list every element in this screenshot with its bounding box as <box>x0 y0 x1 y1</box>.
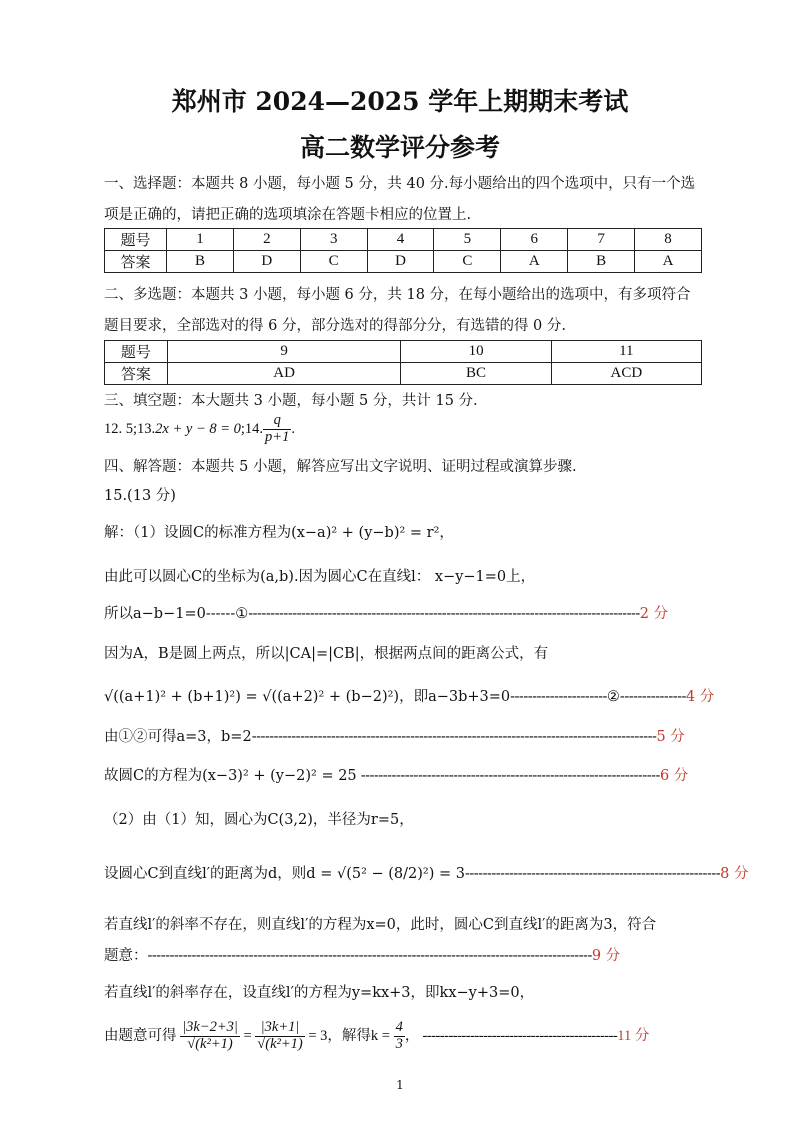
fraction-denominator: 3 <box>395 1035 403 1052</box>
solution-step: 因为A，B是圆上两点，所以|CA|=|CB|，根据两点间的距离公式，有 <box>104 646 549 662</box>
solution-step-scored <box>104 1020 649 1053</box>
solution-step: 若直线l′的斜率存在，设直线l′的方程为y=kx+3，即kx−y+3=0， <box>104 985 535 1001</box>
exam-title: 郑州市 2024—2025 学年上期期末考试 <box>171 87 629 116</box>
section1-intro-line1: 一、选择题：本题共 8 小题，每小题 5 分，共 40 分.每小题给出的四个选项中，只有一个选 <box>104 176 696 192</box>
score-label: 8 分 <box>720 866 749 882</box>
answer-cell: A <box>501 251 568 273</box>
answer-cell: B <box>167 251 234 273</box>
question-number: 4 <box>367 229 434 251</box>
step-text: √((a+1)² + (b+1)²) = √((a+2)² + (b−2)²)，即a−3b+3=0 <box>104 689 511 705</box>
step-text: 故圆C的方程为(x−3)² + (y−2)² = 25 <box>104 768 357 784</box>
section3-intro: 三、填空题：本大题共 3 小题，每小题 5 分，共计 15 分. <box>104 393 478 409</box>
section4-intro: 四、解答题：本题共 5 小题，解答应写出文字说明、证明过程或演算步骤. <box>104 459 577 475</box>
solution-step: 若直线l′的斜率不存在，则直线l′的方程为x=0，此时，圆心C到直线l′的距离为3，符合 <box>104 917 657 933</box>
answer-cell: C <box>434 251 501 273</box>
table-row <box>105 341 702 363</box>
question-number: 7 <box>568 229 635 251</box>
answer-separator: ;14. <box>240 420 264 437</box>
step-text: 由①②可得a=3，b=2 <box>104 729 252 745</box>
step-text: = 3，解得k = <box>308 1027 390 1044</box>
fraction-denominator: p+1 <box>265 428 290 445</box>
answer-cell: C <box>300 251 367 273</box>
answer-14-fraction <box>263 413 291 446</box>
answer-cell: BC <box>401 363 551 385</box>
answer-cell: ACD <box>551 363 701 385</box>
row-label: 答案 <box>105 251 167 273</box>
dash-leader: ---------------------------------------------------------- <box>464 866 721 882</box>
choice-answer-table <box>104 228 702 273</box>
step-text: 题意： <box>104 948 148 964</box>
score-label: 11 分 <box>617 1027 650 1044</box>
score-label: 5 分 <box>656 729 685 745</box>
question-number: 9 <box>167 341 401 363</box>
score-label: 4 分 <box>685 689 715 705</box>
question-number: 11 <box>551 341 701 363</box>
fraction-numerator: q <box>263 413 291 430</box>
fraction-numerator: |3k+1| <box>255 1020 304 1037</box>
solution-step-scored <box>104 725 685 746</box>
multi-choice-answer-table <box>104 340 702 385</box>
solution-step: 解：（1）设圆C的标准方程为(x−a)² + (y−b)² = r²， <box>104 525 454 541</box>
section2-intro-line2: 题目要求，全部选对的得 6 分，部分选对的得部分分，有选错的得 0 分. <box>104 318 566 334</box>
question-15-heading: 15.(13 分) <box>104 488 176 504</box>
dash-leader: -------------------------------------------------------------------------------------------- <box>251 729 657 745</box>
page-number: 1 <box>396 1078 404 1092</box>
fraction-numerator: |3k−2+3| <box>182 1019 238 1035</box>
question-number: 10 <box>401 341 551 363</box>
equals: = <box>243 1027 252 1044</box>
answer-cell: D <box>367 251 434 273</box>
answer-cell: D <box>233 251 300 273</box>
fraction-denominator: √(k²+1) <box>187 1035 233 1052</box>
solution-step-scored <box>104 602 684 623</box>
section1-intro-line2: 项是正确的，请把正确的选项填涂在答题卡相应的位置上. <box>104 207 472 223</box>
section2-intro-line1: 二、多选题：本题共 3 小题，每小题 6 分，共 18 分，在每小题给出的选项中，有多项符合 <box>104 287 691 303</box>
question-number: 6 <box>501 229 568 251</box>
answer-cell: AD <box>167 363 401 385</box>
fraction-numerator: 4 <box>395 1019 403 1035</box>
fill-in-answers <box>104 413 295 446</box>
question-number: 1 <box>167 229 234 251</box>
solution-step-scored <box>104 764 688 785</box>
row-label: 题号 <box>105 229 167 251</box>
dash-leader: -------------------------------------------------------------------- <box>356 768 660 784</box>
table-row <box>105 229 702 251</box>
table-row <box>105 363 702 385</box>
table-row <box>105 251 702 273</box>
question-number: 8 <box>635 229 702 251</box>
step-text: ， <box>404 1027 420 1044</box>
score-label: 9 分 <box>591 948 621 964</box>
step-text: 设圆心C到直线l′的距离为d，则d = √(5² − (8/2)²) = 3 <box>104 866 465 882</box>
solution-step-scored <box>104 862 749 883</box>
score-label: 2 分 <box>639 606 669 622</box>
question-number: 5 <box>434 229 501 251</box>
step-text: 由题意可得 <box>104 1027 177 1044</box>
solution-step-scored <box>104 685 714 706</box>
answer-cell: A <box>635 251 702 273</box>
dash-leader: ---------------------- <box>510 689 607 705</box>
answer-end: . <box>291 420 295 437</box>
row-label: 答案 <box>105 363 168 385</box>
solution-step: 由此可以圆心C的坐标为(a,b).因为圆心C在直线l： x−y−1=0上， <box>104 569 536 585</box>
exam-subtitle: 高二数学评分参考 <box>299 133 500 162</box>
dash-leader: ----------------------------------------------------------------------------------------- <box>248 606 640 622</box>
answer-12-13-prefix: 12. 5;13. <box>104 420 156 437</box>
solution-step: （2）由（1）知，圆心为C(3,2)，半径为r=5， <box>104 812 414 828</box>
fraction <box>255 1020 304 1053</box>
equation-mark: ② <box>606 689 620 705</box>
question-number: 2 <box>233 229 300 251</box>
score-label: 6 分 <box>659 768 689 784</box>
dash-leader: --------------------------------------------- <box>419 1027 618 1044</box>
answer-13-equation: 2x + y − 8 = 0 <box>155 420 241 437</box>
dash-leader: ----------------------------------------------------------------------------------------------------- <box>147 948 592 964</box>
question-number: 3 <box>300 229 367 251</box>
answer-cell: B <box>568 251 635 273</box>
dash-leader: --------------- <box>619 689 686 705</box>
step-text: 所以a−b−1=0------① <box>104 606 249 622</box>
fraction-denominator: √(k²+1) <box>257 1035 303 1052</box>
solution-step-scored <box>104 944 620 965</box>
fraction <box>394 1020 405 1053</box>
row-label: 题号 <box>105 341 168 363</box>
fraction <box>180 1020 240 1053</box>
